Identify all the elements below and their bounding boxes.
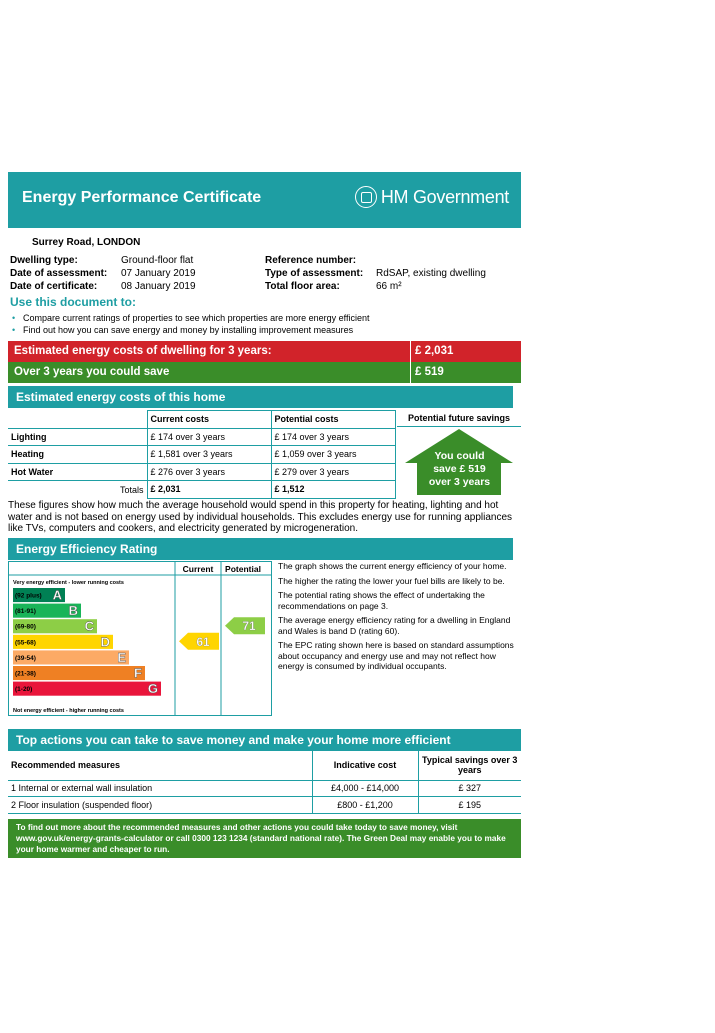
eer-band-letter: A (52, 587, 62, 603)
estimated-cost-amount: £ 2,031 (410, 341, 453, 362)
estimated-cost-bar (8, 341, 521, 362)
dwelling-type-value: Ground-floor flat (121, 255, 194, 266)
table-header-row (8, 411, 395, 429)
table-header: Potential costs (271, 411, 395, 429)
table-header: Typical savings over 3 years (418, 750, 521, 780)
footer-info: To find out more about the recommended measures and other actions you could take today to save money, visit www.gov.uk/energy-grants-calculator or call 0300 123 1234 (standard national rate). The Green Deal may enable you to make your home warmer and cheaper to run. (8, 819, 521, 858)
list-item: • Find out how you can save energy and money by installing improvement measures (10, 324, 370, 336)
floor-area-label: Total floor area: (265, 281, 340, 292)
totals-potential: £ 1,512 (271, 481, 395, 499)
eer-potential-header: Potential (225, 564, 261, 574)
assessment-type-value: RdSAP, existing dwelling (376, 268, 486, 279)
eer-bottom-note: Not energy efficient - higher running costs (13, 708, 124, 714)
table-row (8, 780, 521, 797)
table-row (8, 463, 395, 481)
property-address: Surrey Road, LONDON (32, 237, 141, 248)
savings-amount: £ 519 (410, 362, 444, 383)
details-right (265, 254, 521, 294)
recommended-measures-table (8, 750, 521, 814)
certificate-title: Energy Performance Certificate (22, 189, 262, 206)
top-actions-title-bar (8, 729, 521, 751)
table-row (8, 797, 521, 814)
eer-graph (9, 562, 271, 715)
eer-band-letter: B (68, 603, 78, 619)
eer-band-g (13, 682, 161, 696)
certificate-header (8, 172, 521, 228)
table-header: Current costs (147, 411, 271, 429)
list-item: • Compare current ratings of properties to see which properties are more energy efficient (10, 312, 370, 324)
dwelling-type-label: Dwelling type: (10, 255, 78, 266)
eer-band-letter: G (147, 681, 158, 697)
eer-top-note: Very energy efficient - lower running costs (13, 580, 124, 586)
eer-potential-rating-value: 71 (242, 619, 256, 634)
table-header-row (8, 750, 521, 780)
rating-paragraph: The EPC rating shown here is based on standard assumptions about occupancy and energy use and may not reflect how energy is consumed by individual occupants. (278, 640, 514, 671)
table-cell: 1 Internal or external wall insulation (8, 780, 312, 797)
top-actions-title: Top actions you can take to save money and make your home more efficient (16, 733, 451, 747)
savings-bar (8, 362, 521, 383)
use-document-list (10, 312, 370, 336)
energy-costs-table (8, 410, 396, 499)
table-header (8, 411, 147, 429)
eer-band-letter: C (84, 618, 94, 634)
costs-section-title: Estimated energy costs of this home (16, 390, 226, 404)
costs-explanation: These figures show how much the average household would spend in this property for heating, lighting and hot water and is not based on energy used by individual households. This excludes energy use for running appliances like TVs, computers and cookers, and electricity generated by microgeneration. (8, 500, 513, 534)
details-left (10, 254, 260, 294)
table-cell: £ 327 (418, 780, 521, 797)
table-cell: £800 - £1,200 (312, 797, 418, 814)
rating-paragraph: The potential rating shows the effect of undertaking the recommendations on page 3. (278, 590, 485, 611)
eer-title: Energy Efficiency Rating (16, 542, 158, 556)
use-document-title: Use this document to: (10, 295, 137, 309)
eer-title-bar (8, 538, 513, 560)
table-row (8, 446, 395, 464)
estimated-cost-label: Estimated energy costs of dwelling for 3 years: (14, 345, 272, 357)
reference-number-label: Reference number: (265, 255, 357, 266)
eer-band-range: (69-80) (15, 623, 36, 631)
assessment-date-value: 07 January 2019 (121, 268, 196, 279)
table-cell: £ 279 over 3 years (271, 463, 395, 481)
costs-section-title-bar (8, 386, 513, 408)
rating-paragraph: The higher the rating the lower your fuel bills are likely to be. (278, 575, 505, 586)
rating-explanation (278, 561, 521, 676)
eer-band-range: (21-38) (15, 670, 36, 678)
eer-current-header: Current (182, 564, 214, 574)
totals-label: Totals (8, 481, 147, 499)
table-cell: £ 1,581 over 3 years (147, 446, 271, 464)
table-cell: 2 Floor insulation (suspended floor) (8, 797, 312, 814)
savings-line: save £ 519 (433, 463, 486, 475)
rating-paragraph: The graph shows the current energy efficiency of your home. (278, 561, 507, 571)
table-cell: £ 174 over 3 years (271, 428, 395, 446)
potential-savings-text (422, 450, 497, 489)
table-cell: Hot Water (8, 463, 147, 481)
table-cell: £ 1,059 over 3 years (271, 446, 395, 464)
eer-band-letter: E (117, 649, 126, 665)
eer-band-letter: D (100, 634, 110, 650)
table-cell: Heating (8, 446, 147, 464)
hm-government-logo (355, 186, 509, 208)
eer-band-range: (81-91) (15, 608, 36, 616)
table-header: Recommended measures (8, 750, 312, 780)
table-cell: £ 195 (418, 797, 521, 814)
table-row (8, 428, 395, 446)
table-cell: £ 174 over 3 years (147, 428, 271, 446)
eer-band-letter: F (134, 665, 142, 681)
certificate-date-value: 08 January 2019 (121, 281, 196, 292)
eer-band-range: (39-54) (15, 654, 36, 662)
totals-current: £ 2,031 (147, 481, 271, 499)
hm-government-text: HM Government (380, 186, 509, 207)
certificate-date-label: Date of certificate: (10, 281, 98, 292)
eer-band-range: (55-68) (15, 639, 36, 647)
potential-savings-header: Potential future savings (397, 410, 521, 427)
savings-label: Over 3 years you could save (14, 366, 170, 378)
royal-crest-icon (355, 186, 377, 208)
savings-line: over 3 years (428, 476, 491, 488)
table-cell: Lighting (8, 428, 147, 446)
table-cell: £4,000 - £14,000 (312, 780, 418, 797)
energy-efficiency-chart (8, 561, 272, 716)
eer-current-rating-value: 61 (196, 634, 210, 649)
eer-band-range: (1-20) (15, 686, 33, 694)
eer-band-range: (92 plus) (15, 592, 42, 600)
savings-line: You could (434, 450, 485, 462)
table-header: Indicative cost (312, 750, 418, 780)
rating-paragraph: The average energy efficiency rating for a dwelling in England and Wales is band D (rating 60). (278, 615, 511, 636)
assessment-type-label: Type of assessment: (265, 268, 364, 279)
totals-row (8, 481, 395, 499)
table-cell: £ 276 over 3 years (147, 463, 271, 481)
floor-area-value: 66 m² (376, 281, 402, 292)
assessment-date-label: Date of assessment: (10, 268, 108, 279)
